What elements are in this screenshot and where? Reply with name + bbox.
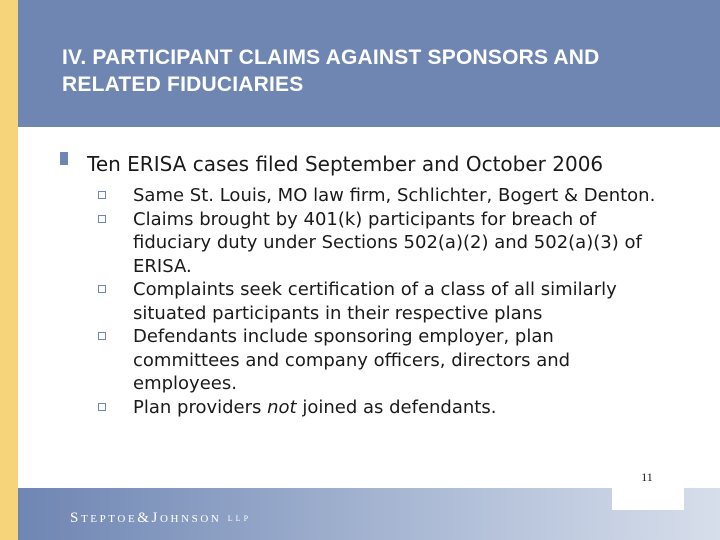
slide-title: IV. PARTICIPANT CLAIMS AGAINST SPONSORS AND RELATED FIDUCIARIES: [62, 46, 600, 96]
checkbox-bullet-icon: [98, 285, 106, 293]
slide-header: [18, 0, 720, 127]
list-item-emphasis: not: [267, 396, 297, 418]
checkbox-bullet-icon: [98, 332, 106, 340]
firm-logo: [70, 510, 251, 527]
list-item-text-start: Plan providers: [133, 396, 268, 418]
checkbox-bullet-icon: [98, 403, 106, 411]
list-item-text-end: joined as defendants.: [296, 396, 497, 418]
sub-bullet-list: [98, 184, 658, 419]
list-item: [98, 325, 658, 396]
list-item: [98, 208, 658, 279]
list-item: [98, 184, 658, 208]
page-number: 11: [641, 470, 653, 484]
list-item: [98, 278, 658, 325]
list-item-text: Same St. Louis, MO law firm, Schlichter, Bogert & Denton.: [133, 185, 656, 206]
accent-bar: [0, 0, 18, 540]
list-item-text: Claims brought by 401(k) participants for breach of fiduciary duty under Sections 502(a)(2) and 502(a)(3) of ERISA.: [133, 208, 642, 277]
logo-wordmark: Steptoe&Johnson: [70, 510, 222, 526]
list-item-text: Defendants include sponsoring employer, plan committees and company officers, directors and employees.: [133, 326, 571, 394]
list-item: [98, 396, 658, 420]
checkbox-bullet-icon: [98, 215, 106, 223]
logo-suffix: LLP: [227, 514, 252, 524]
checkbox-bullet-icon: [98, 191, 106, 199]
square-bullet-icon: [60, 152, 68, 165]
main-bullet-text: Ten ERISA cases filed September and October 2006: [87, 152, 604, 176]
list-item-text: Complaints seek certification of a class of all similarly situated participants in their respective plans: [133, 279, 617, 324]
